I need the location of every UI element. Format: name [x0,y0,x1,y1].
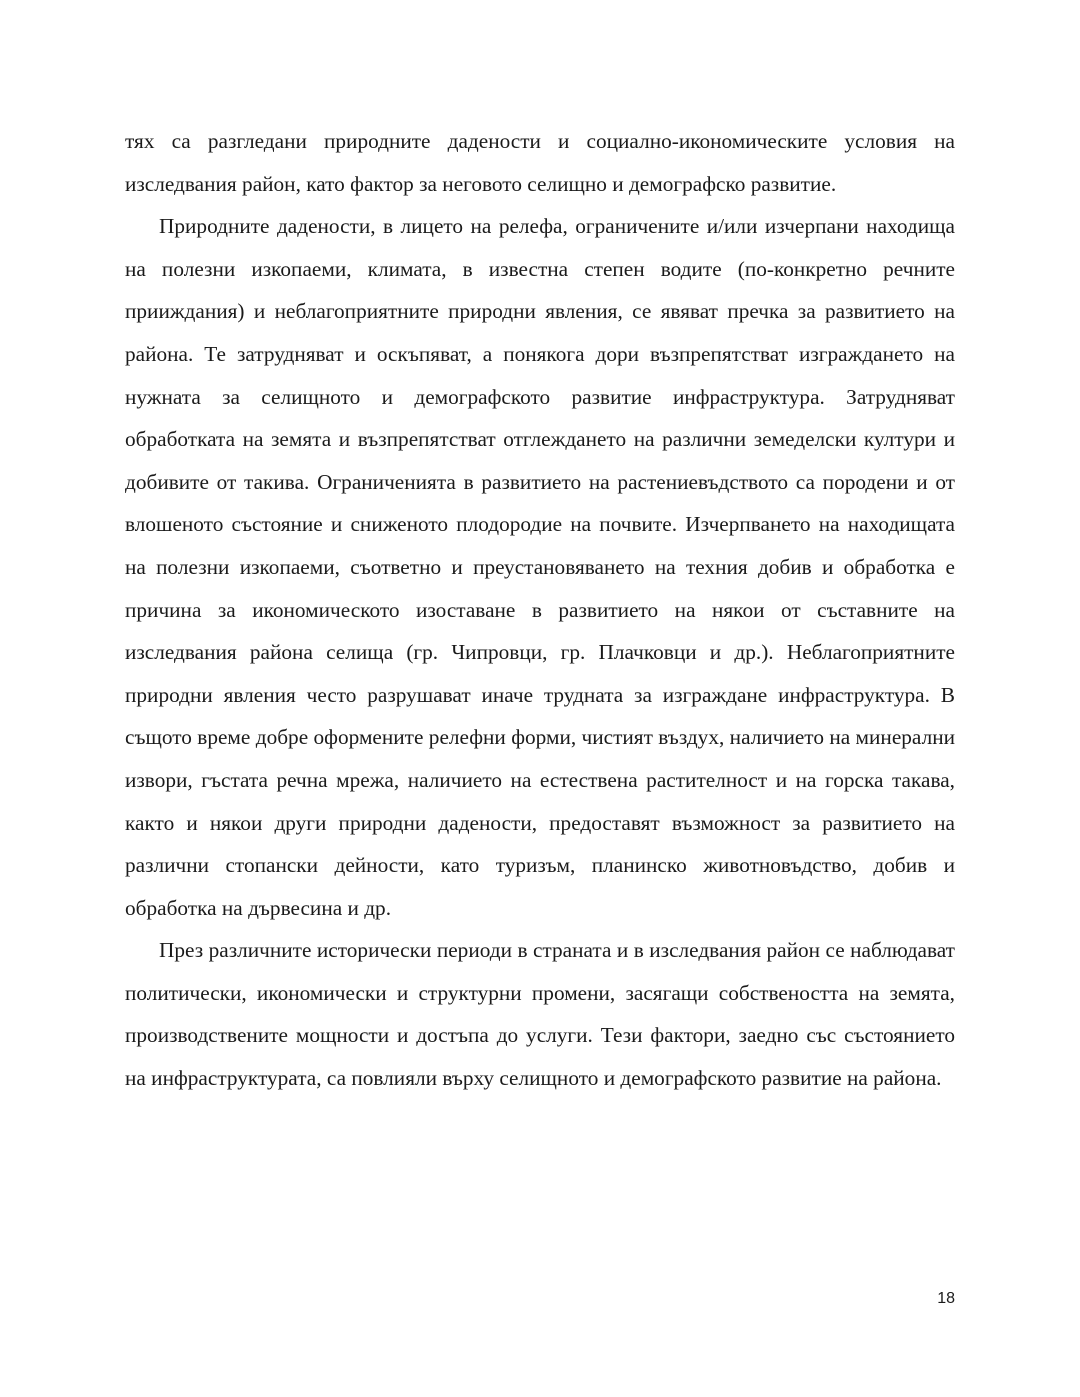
body-text [125,120,955,1100]
paragraph-continued: тях са разгледани природните дадености и социално-икономическите условия на изследвания район, като фактор за неговото селищно и демографско развитие. [125,129,955,196]
paragraph-historical-periods: През различните исторически периоди в страната и в изследвания район се наблюдават политически, икономически и структурни промени, засягащи собствеността на земята, производствените мощности и достъпа до услуги. Тези фактори, заедно със състоянието на инфраструктурата, са повлияли върху селищното и демографското развитие на района. [125,938,955,1091]
page-number: 18 [937,1290,955,1307]
paragraph-natural-conditions: Природните дадености, в лицето на релефа, ограничените и/или изчерпани находища на полезни изкопаеми, климата, в известна степен водите (по-конкретно речните прииждания) и неблагоприятните природни явления, се явяват пречка за развитието на района. Те затрудняват и оскъпяват, а понякога дори възпрепятстват изграждането на нужната за селищното и демографското развитие инфраструктура. Затрудняват обработката на земята и възпрепятстват отглеждането на различни земеделски култури и добивите от такива. Ограниченията в развитието на растениевъдството са породени и от влошеното състояние и сниженото плодородие на почвите. Изчерпването на находищата на полезни изкопаеми, съответно и преустановяването на техния добив и обработка е причина за икономическото изоставане в развитието на някои от съставните на изследвания района селища (гр. Чипровци, гр. Плачковци и др.). Неблагоприятните природни явления често разрушават иначе трудната за изграждане инфраструктура. В същото време добре оформените релефни форми, чистият въздух, наличието на минерални извори, гъстата речна мрежа, наличието на естествена растителност и на горска такава, както и някои други природни дадености, предоставят възможност за развитието на различни стопански дейности, като туризъм, планинско животновъдство, добив и обработка на дървесина и др. [125,214,955,920]
